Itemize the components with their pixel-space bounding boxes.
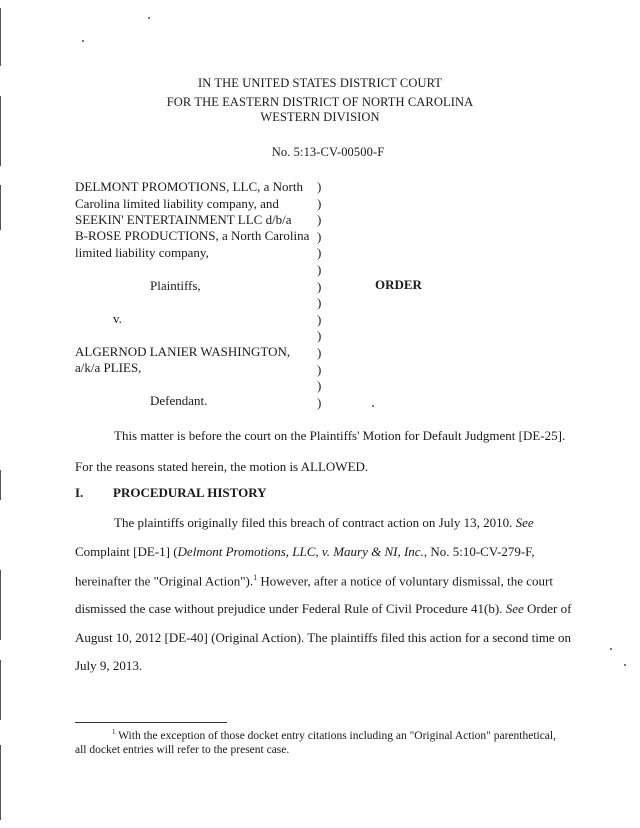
plaintiff-line: limited liability company,	[75, 245, 209, 260]
order-title: ORDER	[375, 277, 422, 292]
caption-paren: )	[317, 245, 322, 261]
footnote-line	[112, 728, 556, 742]
text-run: Order of	[523, 601, 572, 616]
caption-paren: )	[317, 295, 322, 311]
caption-paren: )	[317, 228, 322, 244]
intro-line: This matter is before the court on the Plaintiffs' Motion for Default Judgment [DE-25].	[114, 428, 566, 443]
plaintiff-line: SEEKIN' ENTERTAINMENT LLC d/b/a	[75, 212, 292, 227]
versus: v.	[113, 311, 122, 326]
footnote-marker: 1	[112, 728, 116, 736]
caption-paren: )	[317, 179, 322, 194]
footnote-line: all docket entries will refer to the present case.	[75, 744, 290, 756]
caption-paren: )	[317, 345, 322, 360]
plaintiffs-label: Plaintiffs,	[150, 278, 201, 293]
caption-paren: )	[317, 278, 322, 294]
court-division-line: WESTERN DIVISION	[260, 110, 380, 124]
scan-speck	[148, 17, 150, 19]
scan-speck	[624, 664, 626, 666]
section-number: I.	[75, 485, 84, 500]
paragraph-line	[75, 573, 553, 589]
court-name-line: IN THE UNITED STATES DISTRICT COURT	[198, 76, 442, 90]
text-run: The plaintiffs originally filed this breach of contract action on July 13, 2010.	[114, 515, 513, 530]
text-run: dismissed the case without prejudice under Federal Rule of Civil Procedure 41(b).	[75, 601, 503, 616]
text-run: However, after a notice of voluntary dismissal, the court	[257, 573, 553, 589]
plaintiff-line: Carolina limited liability company, and	[75, 196, 279, 211]
scan-speck	[372, 405, 374, 407]
caption-paren: )	[317, 394, 322, 410]
text-run: , No. 5:10-CV-279-F,	[423, 544, 535, 559]
scan-edge-mark	[0, 745, 1, 820]
caption-paren: )	[317, 328, 322, 344]
caption-paren: )	[317, 378, 322, 394]
caption-paren: )	[317, 195, 322, 211]
footnote-ref[interactable]: 1	[253, 573, 258, 582]
text-run: With the exception of those docket entry citations including an "Original Action" parenthetical,	[115, 729, 556, 742]
plaintiff-line: B-ROSE PRODUCTIONS, a North Carolina	[75, 228, 310, 243]
signal-see: See	[515, 515, 534, 530]
plaintiff-line: DELMONT PROMOTIONS, LLC, a North	[75, 179, 303, 194]
defendant-label: Defendant.	[150, 393, 208, 408]
paragraph-line: August 10, 2012 [DE-40] (Original Action). The plaintiffs filed this action for a second time on	[75, 630, 571, 645]
intro-line: For the reasons stated herein, the motion is ALLOWED.	[75, 459, 369, 474]
scan-speck	[82, 40, 84, 42]
scan-speck	[610, 648, 612, 650]
paragraph-line	[75, 544, 535, 560]
caption-paren: )	[317, 262, 322, 277]
defendant-line: ALGERNOD LANIER WASHINGTON,	[75, 344, 291, 359]
text-run: Complaint [DE-1] (	[75, 544, 178, 559]
caption-paren: )	[317, 361, 322, 377]
scan-edge-mark	[0, 470, 1, 500]
scan-edge-mark	[0, 570, 1, 640]
scan-edge-mark	[0, 660, 1, 720]
paragraph-line	[114, 515, 534, 531]
case-number: No. 5:13-CV-00500-F	[271, 145, 385, 159]
defendant-line: a/k/a PLIES,	[75, 360, 142, 375]
caption-paren: )	[317, 212, 322, 228]
caption-paren: )	[317, 311, 322, 327]
scan-edge-mark	[0, 8, 1, 66]
scan-edge-mark	[0, 185, 1, 230]
text-run: hereinafter the "Original Action").	[75, 573, 254, 589]
paragraph-line	[75, 601, 571, 617]
footnote-divider	[75, 722, 227, 723]
paragraph-line: July 9, 2013.	[75, 658, 143, 673]
signal-see: See	[505, 601, 524, 616]
section-heading: PROCEDURAL HISTORY	[113, 485, 267, 500]
case-citation: Delmont Promotions, LLC, v. Maury & NI, Inc.	[177, 544, 424, 559]
court-district-line: FOR THE EASTERN DISTRICT OF NORTH CAROLINA	[166, 95, 474, 109]
